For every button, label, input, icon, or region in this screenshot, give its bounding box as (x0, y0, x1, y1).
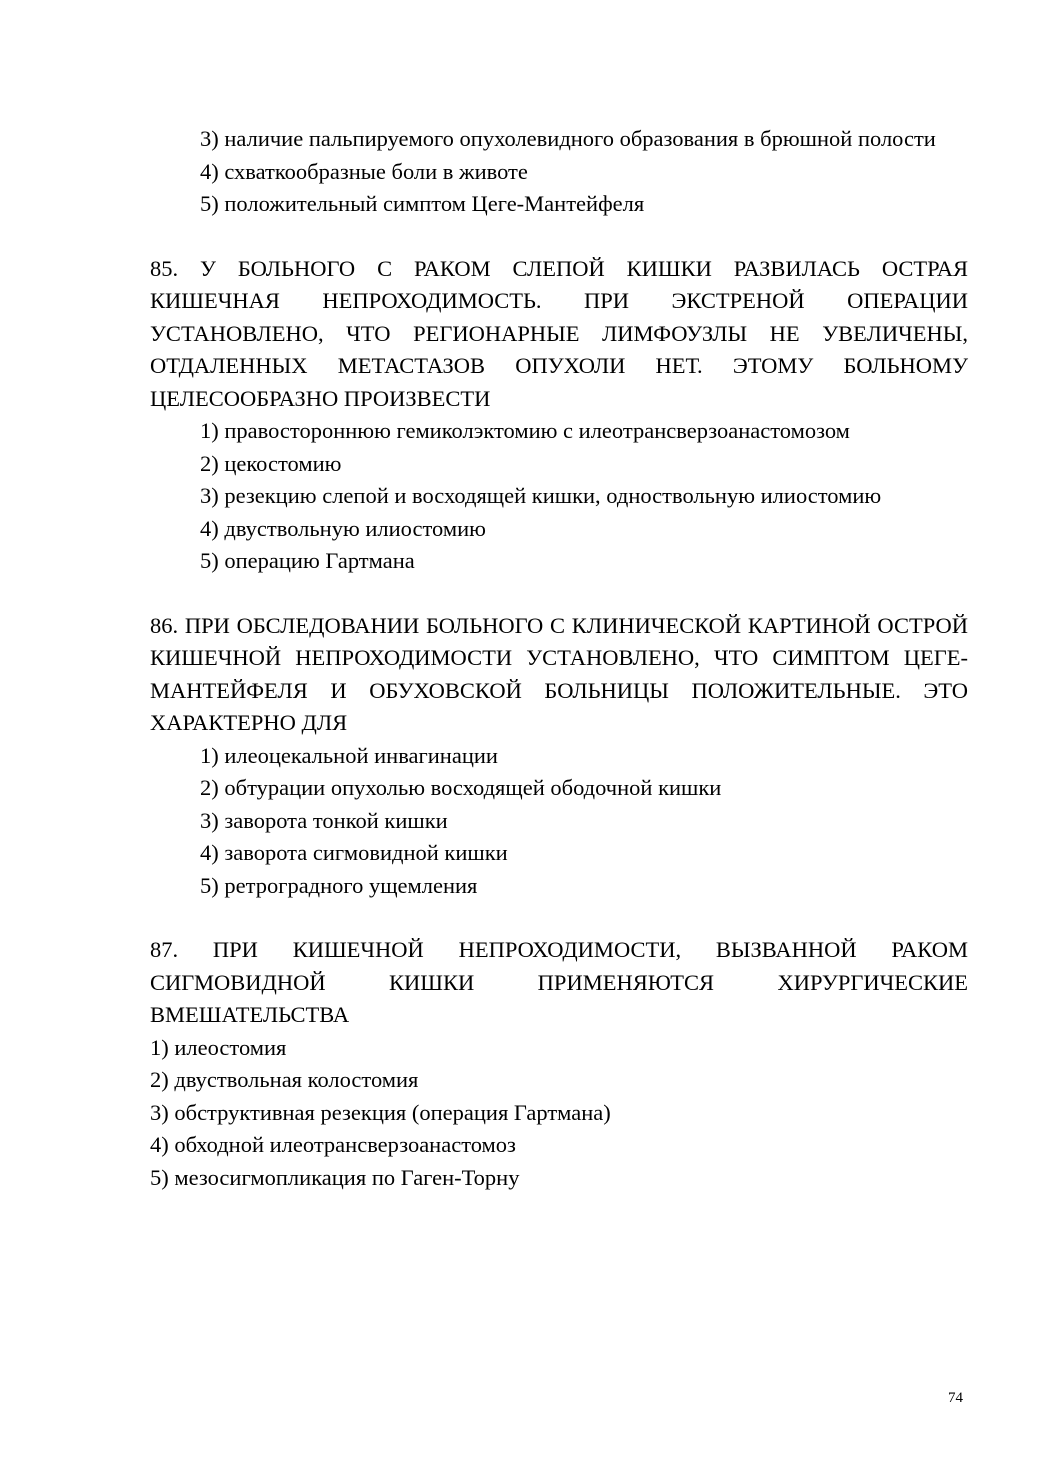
option-item: 3) заворота тонкой кишки (200, 807, 448, 833)
question-text: 87. ПРИ КИШЕЧНОЙ НЕПРОХОДИМОСТИ, ВЫЗВАННОЙ РАКОМ СИГМОВИДНОЙ КИШКИ ПРИМЕНЯЮТСЯ ХИРУРГИЧЕСКИЕ ВМЕШАТЕЛЬСТВА (150, 937, 968, 1027)
option-item: 1) илеостомия (150, 1034, 287, 1060)
option-item: 4) двуствольную илиостомию (200, 515, 486, 541)
option-item: 5) ретроградного ущемления (200, 872, 478, 898)
option-item: 3) наличие пальпируемого опухолевидного образования в брюшной полости (200, 126, 936, 151)
option-list (150, 740, 968, 903)
page-number: 74 (948, 1390, 963, 1406)
option-item: 4) заворота сигмовидной кишки (200, 840, 508, 865)
page-content (150, 123, 968, 1194)
question-87 (150, 934, 968, 1194)
option-item: 5) положительный симптом Цеге-Мантейфеля (200, 191, 645, 216)
option-list (150, 1032, 968, 1195)
option-item: 3) резекцию слепой и восходящей кишки, одноствольную илиостомию (200, 483, 882, 508)
option-item: 2) обтурации опухолью восходящей ободочной кишки (200, 775, 722, 800)
option-item: 1) илеоцекальной инвагинации (200, 742, 498, 768)
option-item: 1) правостороннюю гемиколэктомию с илеотрансверзоанастомозом (200, 418, 850, 443)
continued-options (150, 123, 968, 221)
option-item: 5) операцию Гартмана (200, 548, 415, 573)
option-item: 3) обструктивная резекция (операция Гартмана) (150, 1099, 611, 1125)
option-list (150, 415, 968, 578)
option-item: 5) мезосигмопликация по Гаген-Торну (150, 1164, 520, 1190)
question-86 (150, 610, 968, 903)
option-item: 2) двуствольная колостомия (150, 1067, 419, 1092)
question-text: 85. У БОЛЬНОГО С РАКОМ СЛЕПОЙ КИШКИ РАЗВИЛАСЬ ОСТРАЯ КИШЕЧНАЯ НЕПРОХОДИМОСТЬ. ПРИ ЭКСТРЕНОЙ ОПЕРАЦИИ УСТАНОВЛЕНО, ЧТО РЕГИОНАРНЫЕ ЛИМФОУЗЛЫ НЕ УВЕЛИЧЕНЫ, ОТДАЛЕННЫХ МЕТАСТАЗОВ ОПУХОЛИ НЕТ. ЭТОМУ БОЛЬНОМУ ЦЕЛЕСООБРАЗНО ПРОИЗВЕСТИ (150, 255, 968, 411)
option-item: 4) обходной илеотрансверзоанастомоз (150, 1132, 516, 1157)
option-item: 4) схваткообразные боли в животе (200, 158, 528, 184)
question-85 (150, 253, 968, 578)
question-text: 86. ПРИ ОБСЛЕДОВАНИИ БОЛЬНОГО С КЛИНИЧЕСКОЙ КАРТИНОЙ ОСТРОЙ КИШЕЧНОЙ НЕПРОХОДИМОСТИ УСТАНОВЛЕНО, ЧТО СИМПТОМ ЦЕГЕ-МАНТЕЙФЕЛЯ И ОБУХОВСКОЙ БОЛЬНИЦЫ ПОЛОЖИТЕЛЬНЫЕ. ЭТО ХАРАКТЕРНО ДЛЯ (150, 612, 968, 735)
option-item: 2) цекостомию (200, 450, 342, 476)
